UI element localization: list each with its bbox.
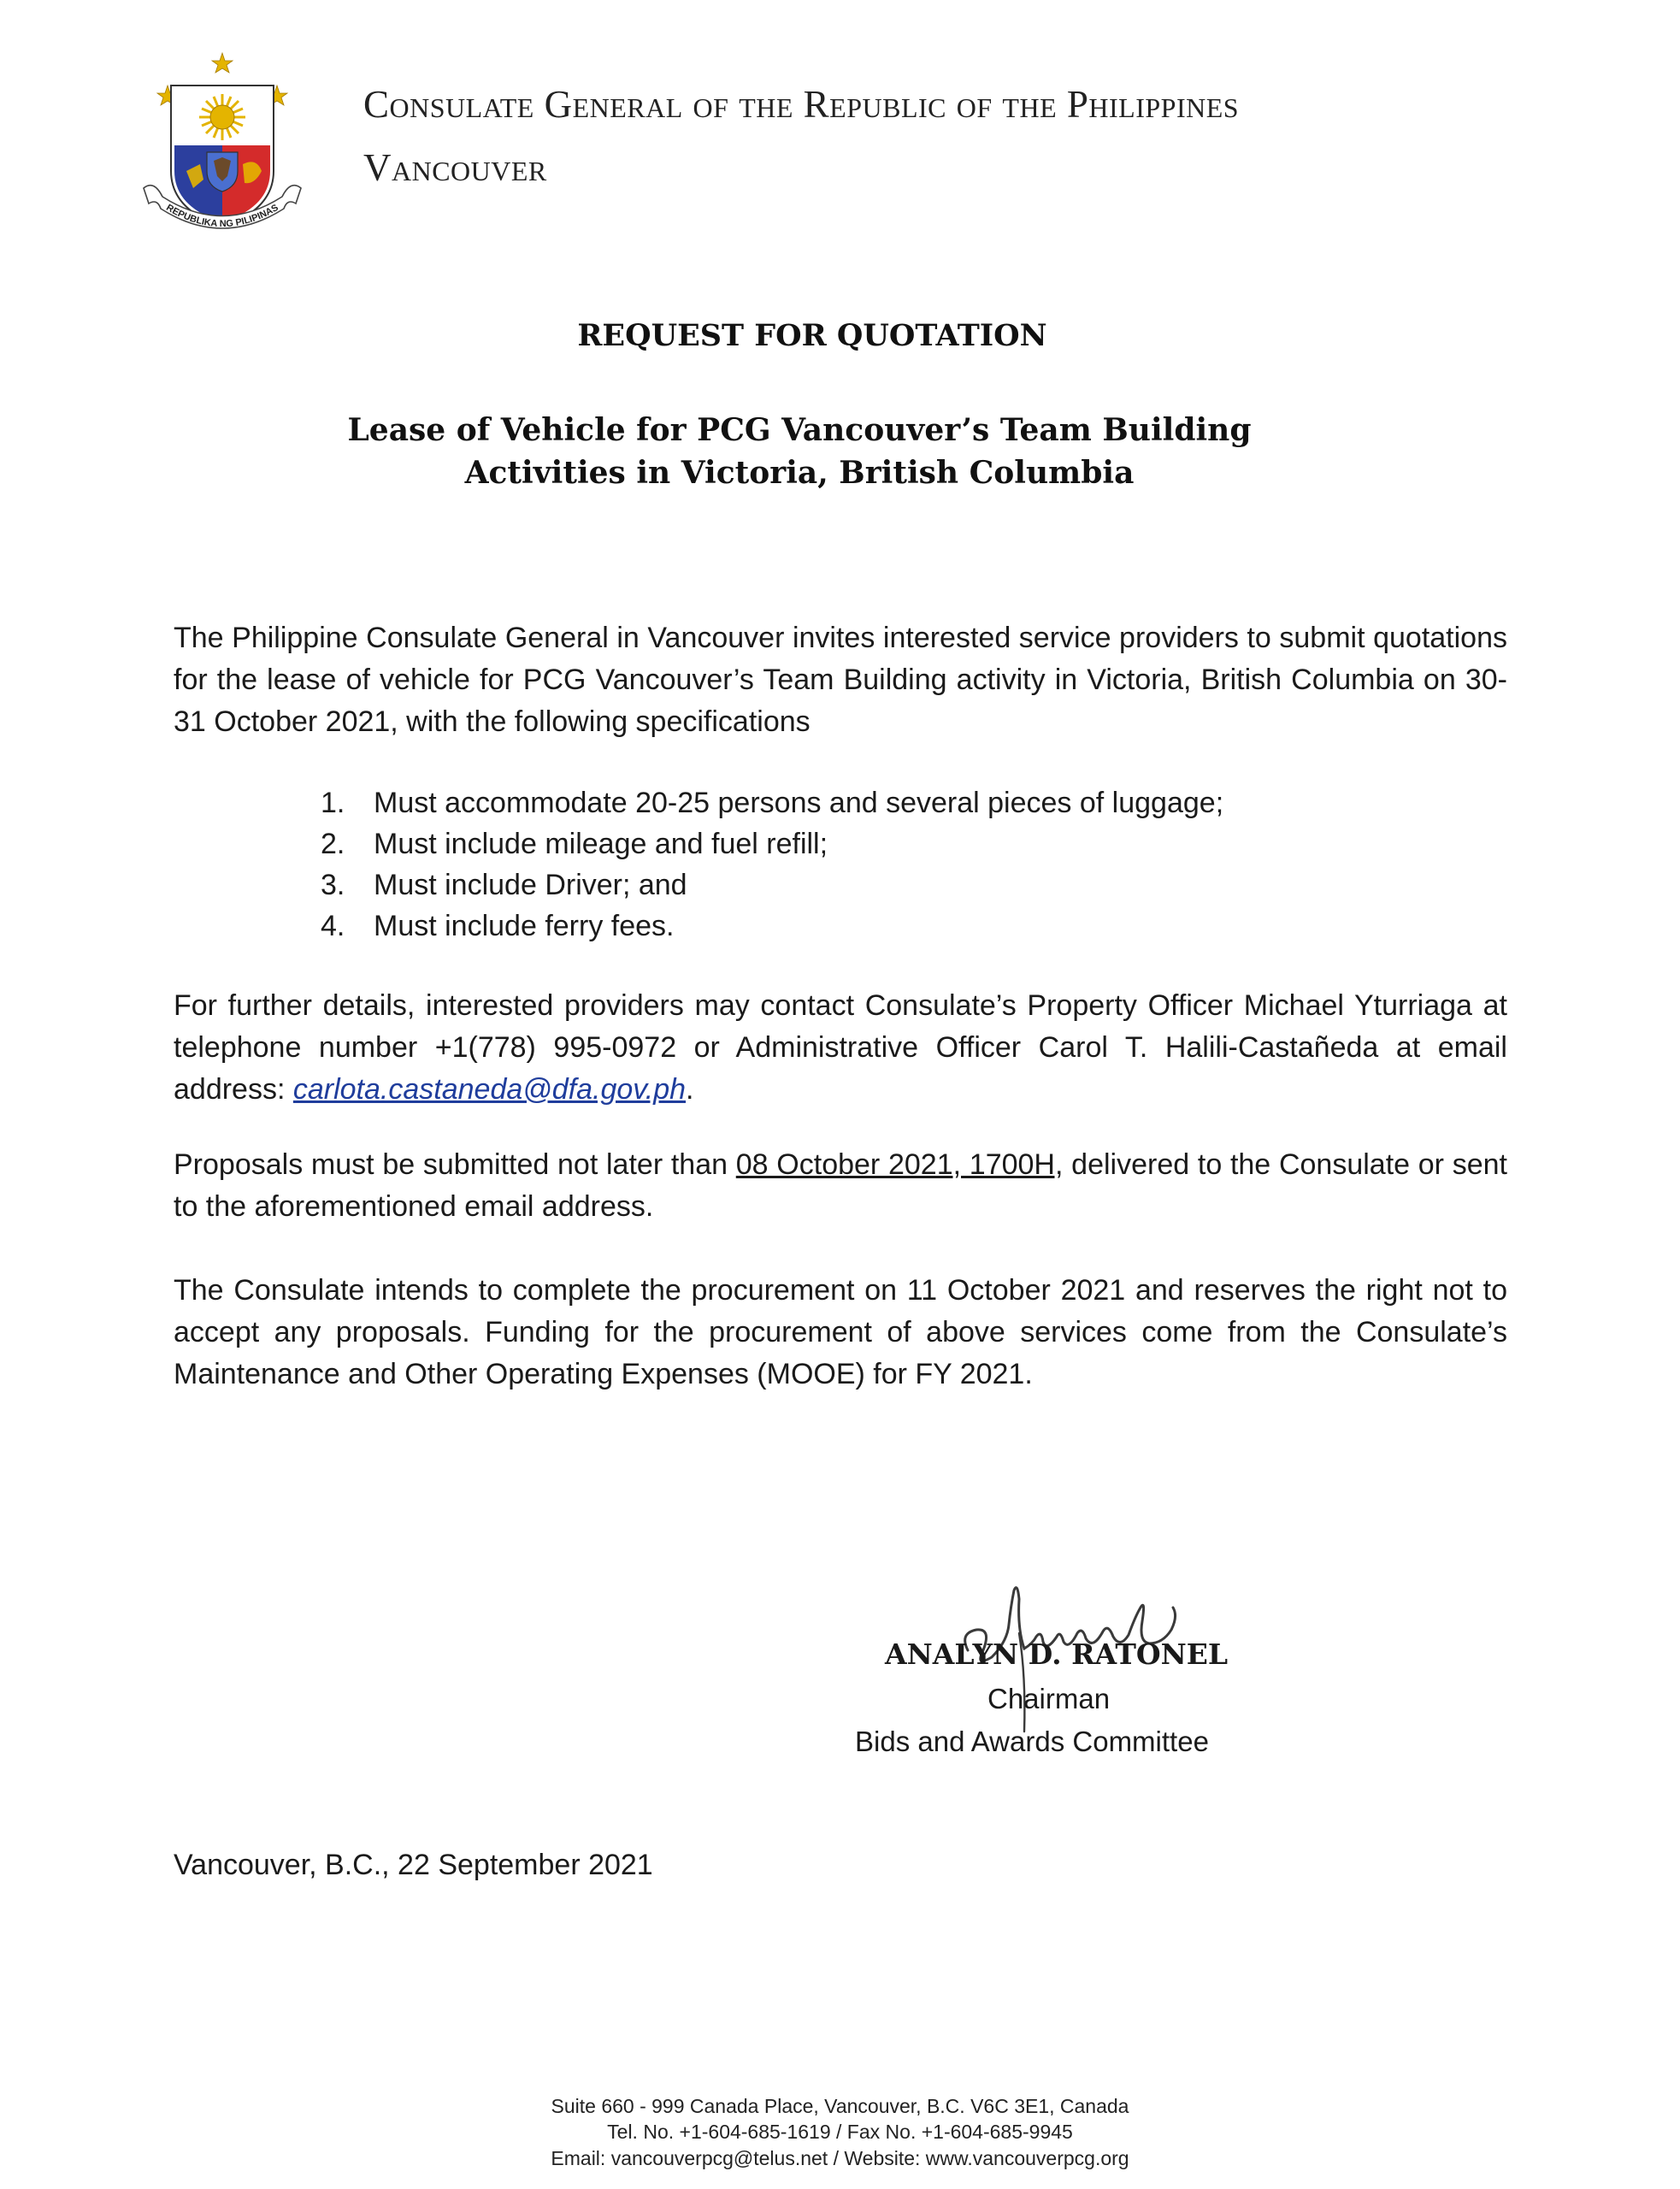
signatory-title: Chairman: [987, 1683, 1111, 1714]
contact-paragraph: [174, 985, 1507, 1111]
contact-text: For further details, interested providers may contact Consulate’s Property Officer Michael Yturriaga at telephone number +1(778) 995-0972 or Administrative Officer Carol T. Halili-Castañeda at email address:: [174, 989, 1507, 1106]
intro-paragraph: The Philippine Consulate General in Vancouver invites interested service providers to submit quotations for the lease of vehicle for PCG Vancouver’s Team Building activity in Victoria, British Columbia on 30-31 October 2021, with the following specifications: [174, 622, 1507, 738]
letterhead-city: Vancouver: [363, 146, 547, 189]
footer-phone: Tel. No. +1-604-685-1619 / Fax No. +1-604-685-9945: [607, 2121, 1073, 2143]
list-item-number: 2.: [321, 828, 345, 860]
signatory-committee: Bids and Awards Committee: [855, 1726, 1209, 1757]
list-item-text: Must include ferry fees.: [374, 910, 675, 942]
footer-contact: Email: vancouverpcg@telus.net / Website: www.vancouverpcg.org: [551, 2147, 1129, 2169]
subtitle-line-2: Activities in Victoria, British Columbia: [464, 455, 1135, 491]
contact-end: .: [686, 1073, 694, 1106]
list-item-text: Must accommodate 20-25 persons and several pieces of luggage;: [374, 787, 1224, 819]
list-item-number: 3.: [321, 869, 345, 901]
philippine-coat-of-arms-seal: [137, 51, 308, 248]
subtitle-line-1: Lease of Vehicle for PCG Vancouver’s Team Building: [347, 412, 1252, 448]
place-and-date: Vancouver, B.C., 22 September 2021: [174, 1849, 653, 1881]
list-item-text: Must include Driver; and: [374, 869, 687, 901]
list-item: [321, 864, 1223, 906]
footer-address: Suite 660 - 999 Canada Place, Vancouver, B.C. V6C 3E1, Canada: [551, 2095, 1129, 2117]
deadline-date: 08 October 2021, 1700H,: [735, 1148, 1064, 1181]
deadline-paragraph: [174, 1144, 1507, 1228]
list-item: [321, 906, 1223, 947]
signatory-name: ANALYN D. RATONEL: [885, 1637, 1229, 1671]
list-item: [321, 782, 1223, 823]
deadline-text-after: delivered to the Consulate or sent to the aforementioned email address.: [174, 1148, 1507, 1223]
specifications-list: [321, 782, 1223, 947]
letterhead-consulate-name: Consulate General of the Republic of the Philippines: [363, 83, 1240, 126]
list-item-number: 1.: [321, 787, 345, 819]
contact-email-link[interactable]: carlota.castaneda@dfa.gov.ph: [292, 1073, 687, 1106]
document-title: REQUEST FOR QUOTATION: [577, 318, 1047, 353]
list-item: [321, 823, 1223, 864]
deadline-text-before: Proposals must be submitted not later than: [174, 1148, 736, 1181]
list-item-number: 4.: [321, 910, 345, 942]
seal-ribbon-text: REPUBLIKA NG PILIPINAS: [164, 202, 280, 230]
list-item-text: Must include mileage and fuel refill;: [374, 828, 828, 860]
closing-paragraph: The Consulate intends to complete the procurement on 11 October 2021 and reserves the right not to accept any proposals. Funding for the procurement of above services come from the Consulate’s Maintenance and Other Operating Expenses (MOOE) for FY 2021.: [174, 1274, 1507, 1390]
